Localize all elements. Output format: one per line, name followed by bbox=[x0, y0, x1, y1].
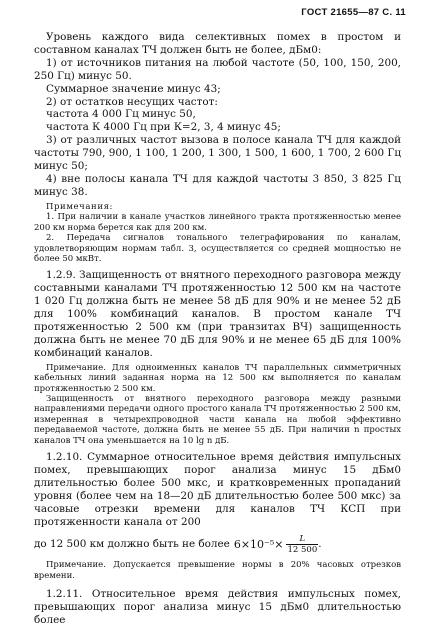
formula-expression: 6×10⁻⁵× bbox=[233, 537, 284, 551]
note: Примечание. Для одноименных каналов ТЧ параллельных симметричных кабельных линий заданная норма на 12 500 км выполняется по каналам протяженностью 2 500 км. bbox=[34, 362, 401, 394]
list-item: 1) от источников питания на любой частоте (50, 100, 150, 200, 250 Гц) минус 50. bbox=[34, 56, 401, 82]
list-subitem: частота К 4000 Гц при К=2, 3, 4 минус 45; bbox=[46, 121, 281, 134]
formula-line bbox=[34, 531, 401, 557]
fraction-numerator: L bbox=[299, 533, 306, 544]
paragraph: Суммарное значение минус 43; bbox=[46, 82, 221, 95]
note-item: 2. Передача сигналов тонального телеграфирования по каналам, удовлетворяющим нормам табл. 3, осуществляется со средней мощностью не более 50 мкВт. bbox=[34, 233, 401, 264]
note: Примечание. Допускается превышение нормы в 20% часовых отрезков времени. bbox=[34, 560, 401, 581]
list-subitem: частота 4 000 Гц минус 50, bbox=[46, 108, 196, 121]
list-item: 4) вне полосы канала ТЧ для каждой частоты 3 850, 3 825 Гц минус 38. bbox=[34, 172, 401, 198]
formula-fraction bbox=[286, 534, 318, 555]
list-item: 3) от различных частот вызова в полосе канала ТЧ для каждой частоты 790, 900, 1 100, 1 200, 1 300, 1 500, 1 600, 1 700, 2 600 Гц минус 50; bbox=[34, 134, 401, 173]
clause-1-2-9: 1.2.9. Защищенность от внятного переходного разговора между составными каналами ТЧ протяженностью 12 500 км на частоте 1 020 Гц должна быть не менее 58 дБ для 90% и не менее 52 дБ для 100% комбинаций каналов. В простом канале ТЧ протяженностью 2 500 км (при транзитах ВЧ) защищенность должна быть не менее 70 дБ для 90% и не менее 65 дБ для 100% комбинаций каналов. bbox=[34, 269, 401, 359]
document-body bbox=[34, 31, 401, 627]
paragraph: Уровень каждого вида селективных помех в простом и составном каналах ТЧ должен быть не более, дБм0: bbox=[34, 31, 401, 56]
list-item: 2) от остатков несущих частот: bbox=[46, 95, 218, 108]
page-header: ГОСТ 21655—87 С. 11 bbox=[301, 7, 406, 18]
fraction-denominator: 12 500 bbox=[287, 544, 318, 555]
clause-1-2-11: 1.2.11. Относительное время действия импульсных помех, превышающих порог анализа минус 15 дБм0 длительностью более bbox=[34, 588, 401, 627]
clause-1-2-10: 1.2.10. Суммарное относительное время действия импульсных помех, превышающих порог анализа минус 15 дБм0 длительностью более 500 мкс, и кратковременных пропаданий уровня (более чем на 18—20 дБ длительностью более 500 мкс) за часовые отрезки времени для каналов ТЧ КСП при протяженности канала от 200 bbox=[34, 451, 401, 528]
note-continuation: Защищенность от внятного переходного разговора между разными направлениями передачи одного простого канала ТЧ протяженностью 2 500 км, измеренная в четырехпроводной части канала на любой эффективно передаваемой частоте, должна быть не менее 55 дБ. При наличии n простых каналов ТЧ она уменьшается на 10 lg n дБ. bbox=[34, 393, 401, 446]
notes-title: Примечания: bbox=[46, 201, 114, 212]
formula-lead-text: до 12 500 км должно быть не более bbox=[34, 538, 230, 551]
note-item: 1. При наличии в канале участков линейного тракта протяженностью менее 200 км норма берется как для 200 км. bbox=[34, 212, 401, 233]
formula-end: . bbox=[318, 538, 322, 551]
